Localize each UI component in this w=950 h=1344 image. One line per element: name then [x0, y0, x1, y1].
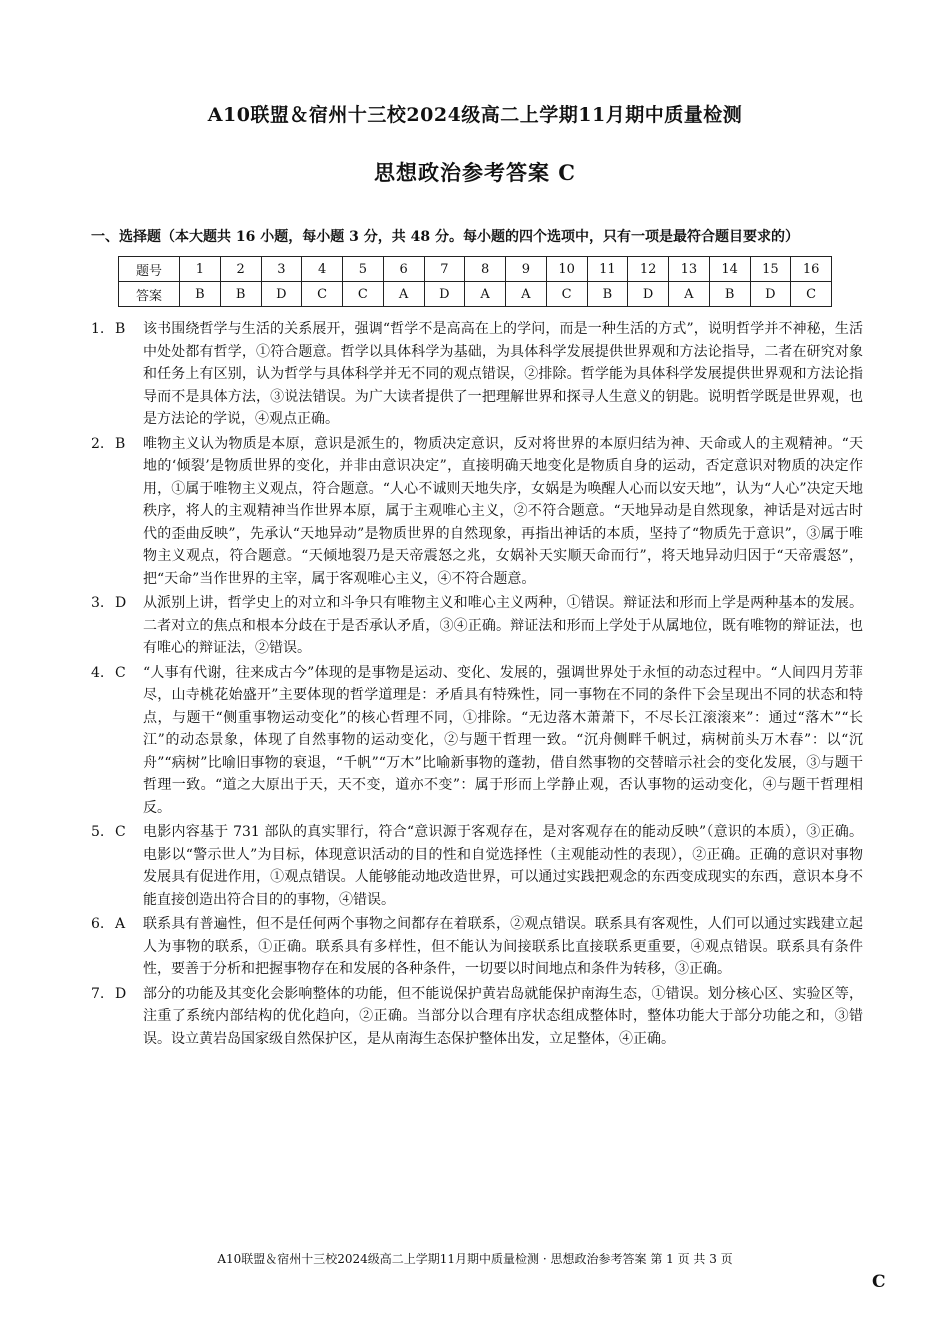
question-number-cell: 11: [587, 257, 628, 282]
question-number: 2.: [91, 435, 105, 452]
explanation-item: [91, 433, 863, 591]
answer-cell: A: [465, 282, 506, 307]
question-row-label: 题号: [119, 257, 180, 282]
version-mark: C: [872, 1272, 886, 1292]
page-title: A10联盟＆宿州十三校2024级高二上学期11月期中质量检测: [207, 104, 743, 126]
answer-cell: B: [180, 282, 221, 307]
question-number-row: [119, 257, 832, 282]
question-number-cell: 6: [383, 257, 424, 282]
question-number-cell: 4: [302, 257, 343, 282]
question-number-cell: 5: [343, 257, 384, 282]
explanation-text: 部分的功能及其变化会影响整体的功能，但不能说保护黄岩岛就能保护南海生态，①错误。划分核心区、实验区等，注重了系统内部结构的优化趋向，②正确。当部分以合理有序状态组成整体时，整体功能大于部分功能之和，③错误。设立黄岩岛国家级自然保护区，是从南海生态保护整体出发，立足整体，④正确。: [143, 985, 863, 1047]
answer-row-label: 答案: [119, 282, 180, 307]
answer-cell: C: [546, 282, 587, 307]
answer-table: [118, 256, 832, 307]
page-footer: A10联盟＆宿州十三校2024级高二上学期11月期中质量检测 · 思想政治参考答案 第 1 页 共 3 页: [217, 1252, 733, 1266]
explanation-list: [91, 318, 863, 1052]
question-number: 7.: [91, 985, 105, 1002]
explanation-text: 唯物主义认为物质是本原，意识是派生的，物质决定意识，反对将世界的本原归结为神、天命或人的主观精神。“天地的‘倾裂’是物质世界的变化，并非由意识决定”，直接明确天地变化是物质自身的运动，否定意识对物质的决定作用，①属于唯物主义观点，符合题意。“人心不诚则天地失序，女娲是为唤醒人心而以安天地”，认为“人心”决定天地秩序，将人的主观精神当作世界本原，属于主观唯心主义，②不符合题意。“天地异动是自然现象，神话是对远古时代的歪曲反映”，先承认“天地异动”是物质世界的自然现象，再指出神话的本质，坚持了“物质先于意识”，③属于唯物主义观点，符合题意。“天倾地裂乃是天帝震怒之兆，女娲补天实顺天命而行”，将天地异动归因于“天帝震怒”，把“天命”当作世界的主宰，属于客观唯心主义，④不符合题意。: [143, 435, 863, 587]
answer-cell: A: [669, 282, 710, 307]
question-number-cell: 7: [424, 257, 465, 282]
answer-letter: A: [115, 916, 126, 932]
explanation-item: [91, 913, 863, 981]
answer-cell: C: [343, 282, 384, 307]
answer-cell: C: [791, 282, 832, 307]
answer-letter: B: [115, 321, 126, 337]
answer-letter: D: [115, 595, 127, 611]
question-number-cell: 1: [180, 257, 221, 282]
answer-letter: C: [115, 664, 126, 681]
explanation-text: 电影内容基于 731 部队的真实罪行，符合“意识源于客观存在，是对客观存在的能动反映”（意识的本质），③正确。电影以“警示世人”为目标，体现意识活动的目的性和自觉选择性（主观能动性的表现），②正确。正确的意识对事物发展具有促进作用，①观点错误。人能够能动地改造世界，可以通过实践把观念的东西变成现实的东西，意识本身不能直接创造出符合目的的事物，④错误。: [143, 824, 863, 908]
explanation-item: [91, 662, 863, 820]
answer-letter: B: [115, 435, 126, 452]
explanation-text: 从派别上讲，哲学史上的对立和斗争只有唯物主义和唯心主义两种，①错误。辩证法和形而上学是两种基本的发展。二者对立的焦点和根本分歧在于是否承认矛盾，③④正确。辩证法和形而上学处于从属地位，既有唯物的辩证法，也有唯心的辩证法，②错误。: [143, 595, 863, 656]
answer-cell: D: [628, 282, 669, 307]
answer-cell: A: [506, 282, 547, 307]
question-number-cell: 15: [750, 257, 791, 282]
page-subtitle: 思想政治参考答案 C: [373, 160, 577, 185]
answer-cell: B: [587, 282, 628, 307]
question-number-cell: 8: [465, 257, 506, 282]
question-number-cell: 13: [669, 257, 710, 282]
answer-cell: B: [220, 282, 261, 307]
answer-cell: A: [383, 282, 424, 307]
question-number: 3.: [91, 595, 105, 611]
answer-cell: C: [302, 282, 343, 307]
answer-cell: B: [709, 282, 750, 307]
question-number-cell: 16: [791, 257, 832, 282]
question-number: 4.: [91, 664, 105, 681]
question-number: 5.: [91, 824, 105, 840]
question-number: 1.: [91, 321, 105, 337]
question-number-cell: 10: [546, 257, 587, 282]
explanation-item: [91, 821, 863, 911]
question-number-cell: 9: [506, 257, 547, 282]
question-number-cell: 12: [628, 257, 669, 282]
question-number: 6.: [91, 916, 105, 932]
answer-cell: D: [261, 282, 302, 307]
answer-cell: D: [750, 282, 791, 307]
section-heading: 一、选择题（本大题共 16 小题，每小题 3 分，共 48 分。每小题的四个选项中，只有一项是最符合题目要求的）: [91, 229, 799, 245]
explanation-text: “人事有代谢，往来成古今”体现的是事物是运动、变化、发展的，强调世界处于永恒的动态过程中。“人间四月芳菲尽，山寺桃花始盛开”主要体现的哲学道理是：矛盾具有特殊性，同一事物在不同的条件下会呈现出不同的状态和特点，与题干“侧重事物运动变化”的核心哲理不同，①排除。“无边落木萧萧下，不尽长江滚滚来”：通过“落木”“长江”的动态景象，体现了自然事物的运动变化，②与题干哲理一致。“沉舟侧畔千帆过，病树前头万木春”：以“沉舟”“病树”比喻旧事物的衰退，“千帆”“万木”比喻新事物的蓬勃，借自然事物的交替暗示社会的变化发展，③与题干哲理一致。“道之大原出于天，天不变，道亦不变”：属于形而上学静止观，否认事物的运动变化，④与题干哲理相反。: [143, 664, 863, 816]
answer-letter: C: [115, 824, 126, 840]
answer-cell: D: [424, 282, 465, 307]
question-number-cell: 2: [220, 257, 261, 282]
explanation-text: 联系具有普遍性，但不是任何两个事物之间都存在着联系，②观点错误。联系具有客观性，人们可以通过实践建立起人为事物的联系，①正确。联系具有多样性，但不能认为间接联系比直接联系更重要，④观点错误。联系具有条件性，要善于分析和把握事物存在和发展的各种条件，一切要以时间地点和条件为转移，③正确。: [143, 916, 863, 977]
question-number-cell: 3: [261, 257, 302, 282]
explanation-item: [91, 318, 863, 431]
answer-letter: D: [115, 985, 127, 1002]
question-number-cell: 14: [709, 257, 750, 282]
answer-row: [119, 282, 832, 307]
explanation-item: [91, 983, 863, 1051]
explanation-text: 该书围绕哲学与生活的关系展开，强调“哲学不是高高在上的学问，而是一种生活的方式”，说明哲学并不神秘，生活中处处都有哲学，①符合题意。哲学以具体科学为基础，为具体科学发展提供世界观和方法论指导，二者在研究对象和任务上有区别，认为哲学与具体科学并无不同的观点错误，②排除。哲学能为具体科学发展提供世界观和方法论指导而不是具体方法，③说法错误。为广大读者提供了一把理解世界和探寻人生意义的钥匙。说明哲学既是世界观，也是方法论的学说，④观点正确。: [143, 321, 863, 427]
explanation-item: [91, 592, 863, 660]
